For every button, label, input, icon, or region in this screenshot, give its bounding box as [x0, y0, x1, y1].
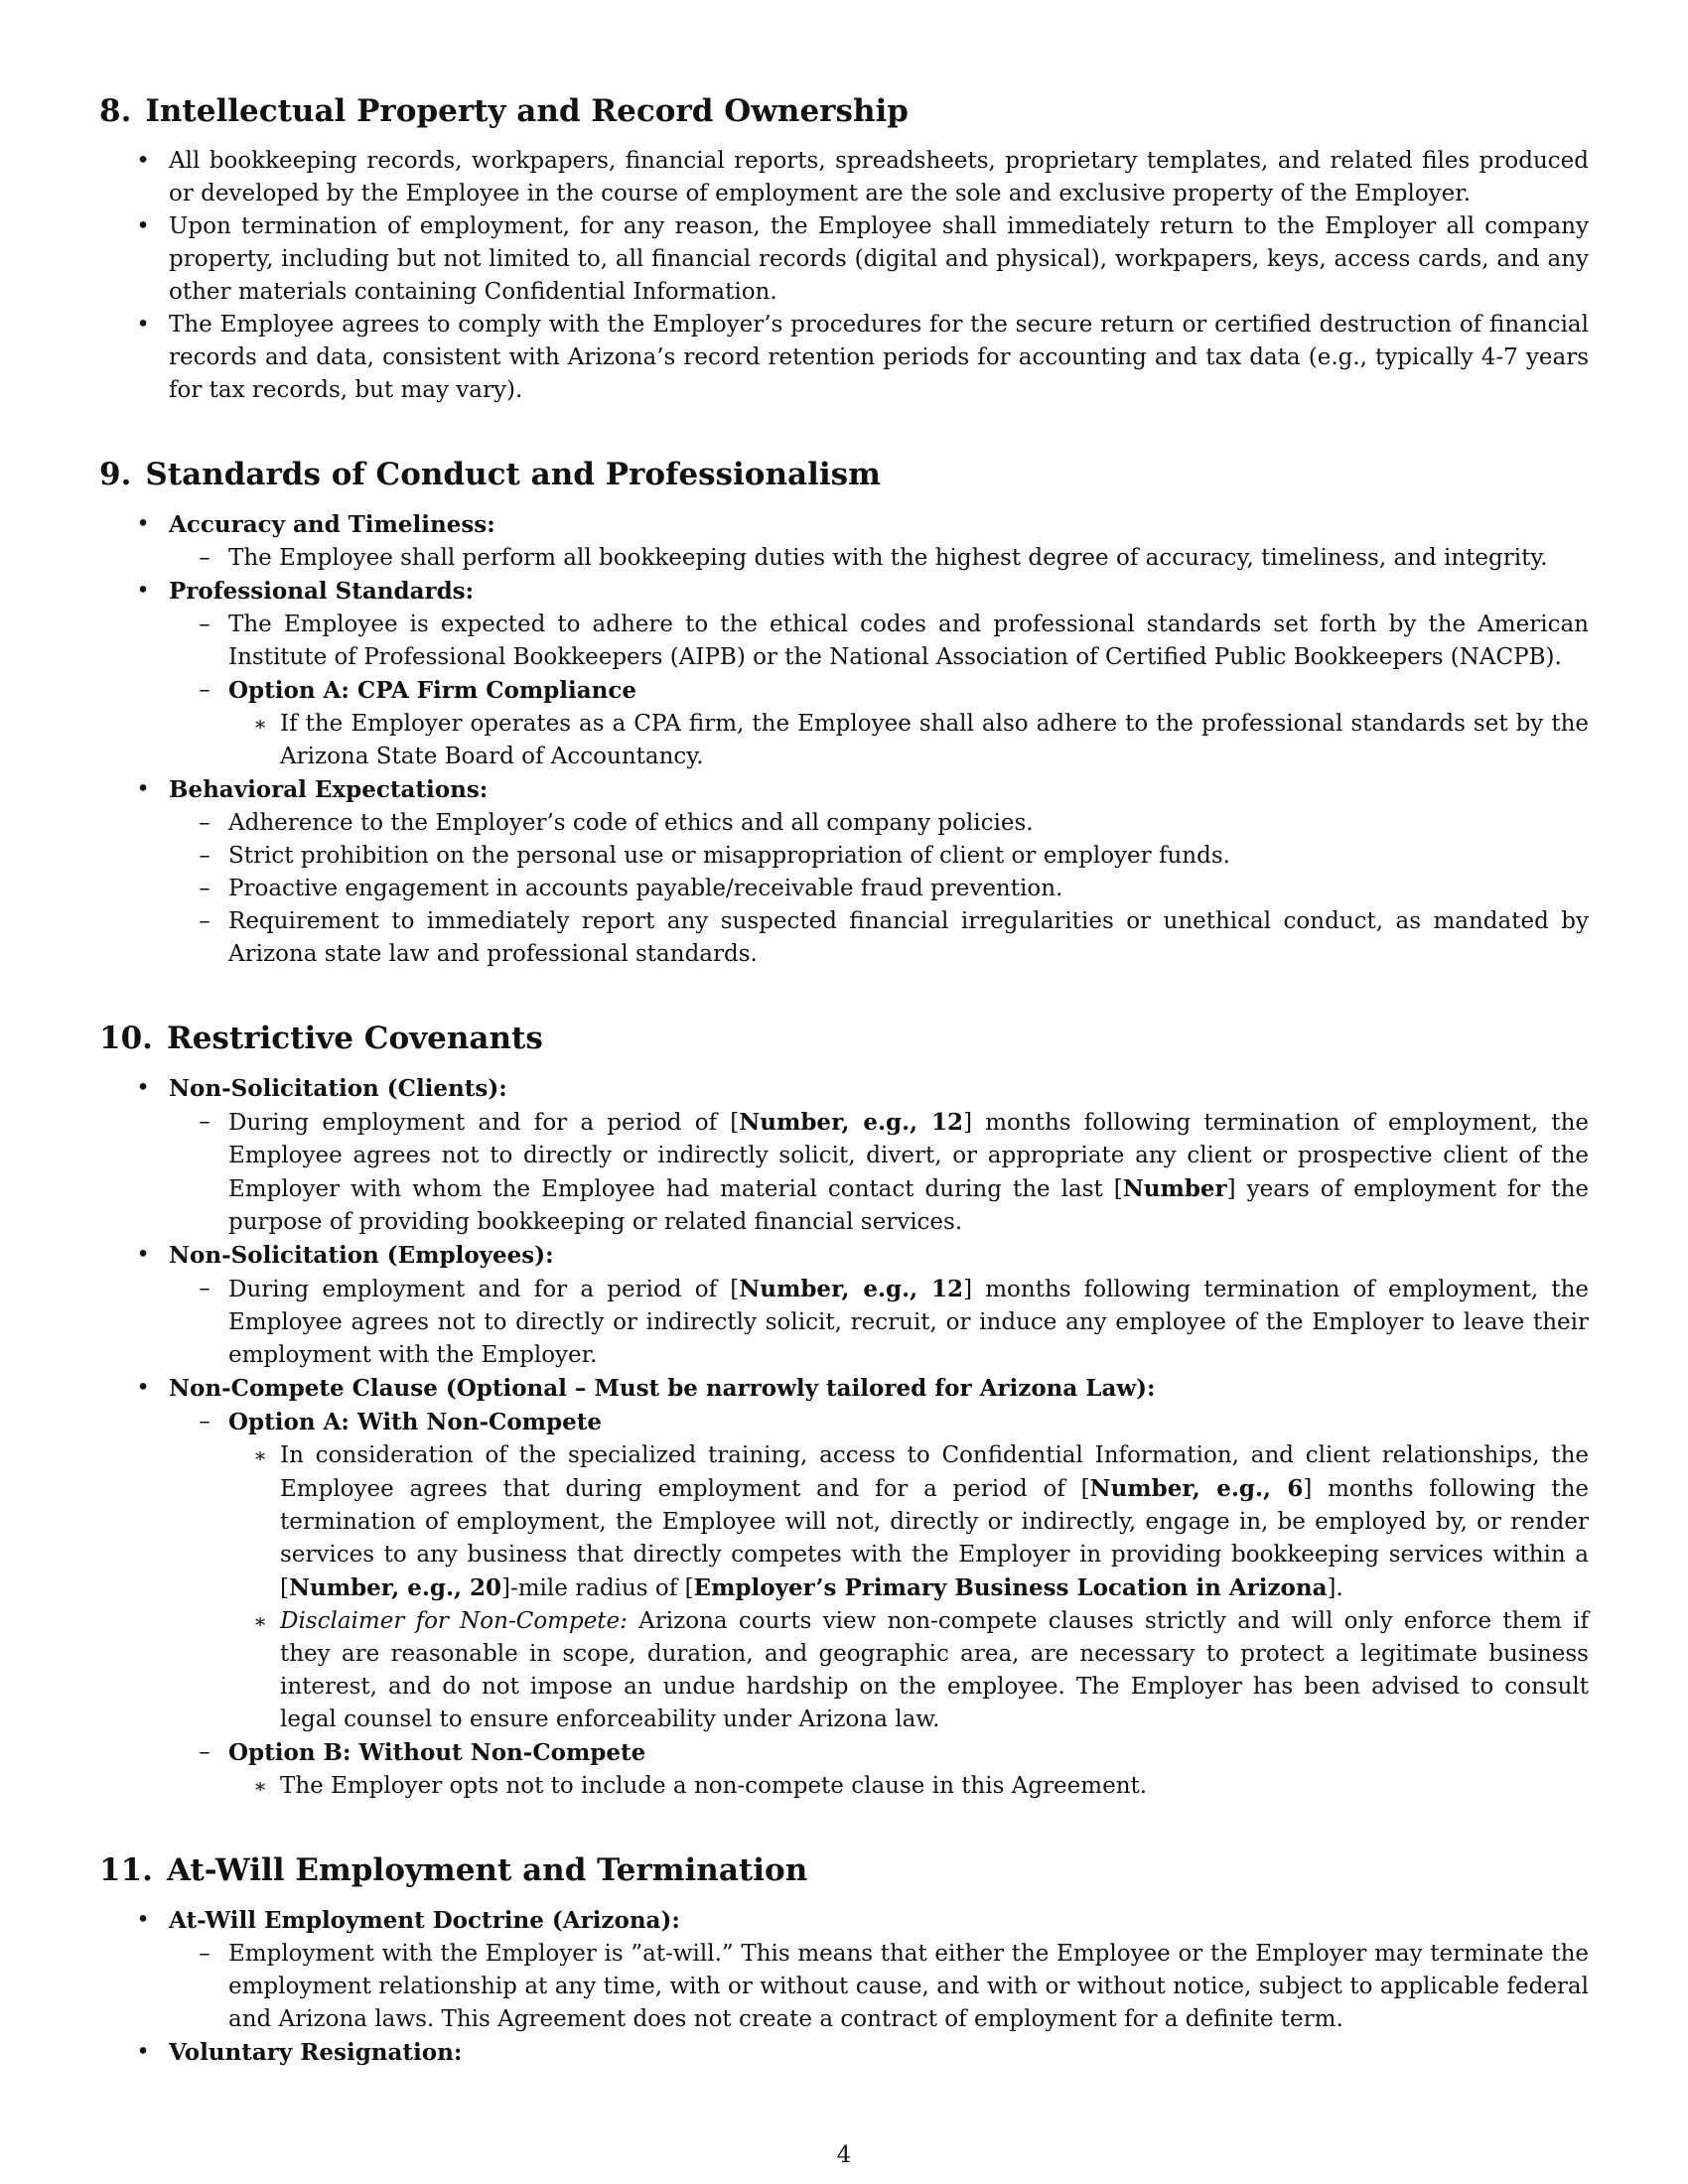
list-item: – Requirement to immediately report any suspected financial irregularities or unethical conduct, as mandated by Arizona state law and professional standards.: [169, 905, 1589, 971]
list-item: • Non-Solicitation (Clients): – During employment and for a period of [Number, e.g., 12] months following termination of employment, the Employee agrees not to directly or indirectly solicit, divert, or appropriate any client or prospective client of the Employer with whom the Employee had material contact during the last [Number] years of employment for the purpose of providing bookkeeping or related financial services.: [99, 1072, 1589, 1239]
bullet-icon: •: [136, 148, 150, 174]
list-item: – Strict prohibition on the personal use or misappropriation of client or employer funds.: [169, 840, 1589, 873]
list-item: ∗ Disclaimer for Non-Compete: Arizona courts view non-compete clauses strictly and will only enforce them if they are reasonable in scope, duration, and geographic area, are necessary to protect a legitimate business interest, and do not impose an undue hardship on the employee. The Employer has been advised to consult legal counsel to ensure enforceability under Arizona law.: [228, 1605, 1589, 1736]
bullet-icon: •: [136, 511, 150, 537]
bullet-icon: •: [136, 578, 150, 604]
dash-icon: –: [199, 1276, 211, 1301]
list-item: • Voluntary Resignation:: [99, 2036, 1589, 2070]
asterisk-icon: ∗: [253, 1443, 267, 1467]
bullet-icon: •: [136, 1075, 150, 1101]
bullet-icon: •: [136, 312, 150, 338]
section-8-list: [99, 145, 1589, 407]
list-item: – Employment with the Employer is ”at-will.” This means that either the Employee or the Employer may terminate the employment relationship at any time, with or without cause, and with or without notice, subject to applicable federal and Arizona laws. This Agreement does not create a contract of employment for a definite term.: [169, 1938, 1589, 2036]
list-item: • Behavioral Expectations: – Adherence to the Employer’s code of ethics and all company policies. – Strict prohibition on the personal use or misappropriation of client or employer funds. – Proactive engagement in accounts payable/receivable fraud prevention. – Requirement to immediately report any suspected financial irregularities or unethical conduct, as mandated by Arizona state law and professional standards.: [99, 773, 1589, 971]
list-item: • Non-Solicitation (Employees): – During employment and for a period of [Number, e.g., 12] months following termination of employment, the Employee agrees not to directly or indirectly solicit, recruit, or induce any employee of the Employer to leave their employment with the Employer.: [99, 1239, 1589, 1372]
dash-icon: –: [199, 908, 211, 934]
section-11-list: [99, 1904, 1589, 2070]
asterisk-icon: ∗: [253, 1609, 267, 1633]
dash-icon: –: [199, 1409, 211, 1434]
list-item: – Adherence to the Employer’s code of ethics and all company policies.: [169, 807, 1589, 840]
dash-icon: –: [199, 810, 211, 836]
bullet-icon: •: [136, 1907, 150, 1933]
list-item: – Option A: With Non-Compete ∗ In consideration of the specialized training, access to Confidential Information, and client relationships, the Employee agrees that during employment and for a period of [Number, e.g., 6] months following the termination of employment, the Employee will not, directly or indirectly, engage in, be employed by, or render services to any business that directly competes with the Employer in providing bookkeeping services within a [Number, e.g., 20]-mile radius of [Employer’s Primary Business Location in Arizona]. ∗ Disclaimer for Non-Compete: Arizona courts view non-compete clauses strictly and will only enforce them if they are reasonable in scope, duration, and geographic area, are necessary to protect a legitimate business interest, and do not impose an undue hardship on the employee. The Employer has been advised to consult legal counsel to ensure enforceability under Arizona law.: [169, 1406, 1589, 1736]
section-10-list: [99, 1072, 1589, 1803]
asterisk-icon: ∗: [253, 712, 267, 736]
dash-icon: –: [199, 1109, 211, 1135]
list-item: • The Employee agrees to comply with the Employer’s procedures for the secure return or certified destruction of financial records and data, consistent with Arizona’s record retention periods for accounting and tax data (e.g., typically 4-7 years for tax records, but may vary).: [99, 309, 1589, 407]
dash-icon: –: [199, 545, 211, 571]
section-9-list: [99, 508, 1589, 971]
document-page: [99, 91, 1589, 2070]
bullet-icon: •: [136, 776, 150, 802]
list-item: ∗ In consideration of the specialized training, access to Confidential Information, and client relationships, the Employee agrees that during employment and for a period of [Number, e.g., 6] months following the termination of employment, the Employee will not, directly or indirectly, engage in, be employed by, or render services to any business that directly competes with the Employer in providing bookkeeping services within a [Number, e.g., 20]-mile radius of [Employer’s Primary Business Location in Arizona].: [228, 1439, 1589, 1605]
list-item: – During employment and for a period of [Number, e.g., 12] months following termination of employment, the Employee agrees not to directly or indirectly solicit, divert, or appropriate any client or prospective client of the Employer with whom the Employee had material contact during the last [Number] years of employment for the purpose of providing bookkeeping or related financial services.: [169, 1106, 1589, 1239]
dash-icon: –: [199, 612, 211, 637]
dash-icon: –: [199, 876, 211, 901]
bullet-icon: •: [136, 2039, 150, 2065]
section-11-heading: 11. At-Will Employment and Termination: [99, 1852, 808, 1888]
list-item: ∗ If the Employer operates as a CPA firm, the Employee shall also adhere to the professional standards set by the Arizona State Board of Accountancy.: [228, 708, 1589, 773]
dash-icon: –: [199, 1739, 211, 1765]
list-item: – The Employee shall perform all bookkeeping duties with the highest degree of accuracy, timeliness, and integrity.: [169, 542, 1589, 575]
list-item: • Upon termination of employment, for any reason, the Employee shall immediately return to the Employer all company property, including but not limited to, all financial records (digital and physical), workpapers, keys, access cards, and any other materials containing Confidential Information.: [99, 210, 1589, 309]
bullet-icon: •: [136, 1242, 150, 1268]
list-item: • At-Will Employment Doctrine (Arizona): – Employment with the Employer is ”at-will.” This means that either the Employee or the Employer may terminate the employment relationship at any time, with or without cause, and with or without notice, subject to applicable federal and Arizona laws. This Agreement does not create a contract of employment for a definite term.: [99, 1904, 1589, 2036]
dash-icon: –: [199, 1941, 211, 1967]
dash-icon: –: [199, 677, 211, 703]
list-item: • Accuracy and Timeliness: – The Employee shall perform all bookkeeping duties with the highest degree of accuracy, timeliness, and integrity.: [99, 508, 1589, 575]
bullet-icon: •: [136, 213, 150, 239]
section-10-heading: 10. Restrictive Covenants: [99, 1021, 543, 1056]
list-item: • Professional Standards: – The Employee is expected to adhere to the ethical codes and professional standards set forth by the American Institute of Professional Bookkeepers (AIPB) or the National Association of Certified Public Bookkeepers (NACPB). – Option A: CPA Firm Compliance ∗ If the Employer operates as a CPA firm, the Employee shall also adhere to the professional standards set by the Arizona State Board of Accountancy.: [99, 575, 1589, 773]
list-item: – Proactive engagement in accounts payable/receivable fraud prevention.: [169, 873, 1589, 905]
section-9-heading: 9. Standards of Conduct and Professionalism: [99, 457, 881, 492]
bullet-icon: •: [136, 1375, 150, 1401]
dash-icon: –: [199, 843, 211, 869]
list-item: • All bookkeeping records, workpapers, financial reports, spreadsheets, proprietary templates, and related files produced or developed by the Employee in the course of employment are the sole and exclusive property of the Employer.: [99, 145, 1589, 210]
list-item: – During employment and for a period of [Number, e.g., 12] months following termination of employment, the Employee agrees not to directly or indirectly solicit, recruit, or induce any employee of the Employer to leave their employment with the Employer.: [169, 1273, 1589, 1372]
list-item: – Option A: CPA Firm Compliance ∗ If the Employer operates as a CPA firm, the Employee shall also adhere to the professional standards set by the Arizona State Board of Accountancy.: [169, 674, 1589, 773]
list-item: – The Employee is expected to adhere to the ethical codes and professional standards set forth by the American Institute of Professional Bookkeepers (AIPB) or the National Association of Certified Public Bookkeepers (NACPB).: [169, 609, 1589, 674]
list-item: ∗ The Employer opts not to include a non-compete clause in this Agreement.: [228, 1770, 1589, 1803]
list-item: – Option B: Without Non-Compete ∗ The Employer opts not to include a non-compete clause in this Agreement.: [169, 1736, 1589, 1803]
list-item: • Non-Compete Clause (Optional – Must be narrowly tailored for Arizona Law): – Option A: With Non-Compete ∗ In consideration of the specialized training, access to Confidential Information, and client relationships, the Employee agrees that during employment and for a period of [Number, e.g., 6] months following the termination of employment, the Employee will not, directly or indirectly, engage in, be employed by, or render services to any business that directly competes with the Employer in providing bookkeeping services within a [Number, e.g., 20]-mile radius of [Employer’s Primary Business Location in Arizona]. ∗ Disclaimer for Non-Compete: Arizona courts view non-compete clauses strictly and will only enforce them if they are reasonable in scope, duration, and geographic area, are necessary to protect a legitimate business interest, and do not impose an undue hardship on the employee. The Employer has been advised to consult legal counsel to ensure enforceability under Arizona law. – Option B: Without Non-Compete ∗ The Employer opts not to include a non-compete clause in this Agreement.: [99, 1372, 1589, 1803]
asterisk-icon: ∗: [253, 1774, 267, 1798]
section-8-heading: 8. Intellectual Property and Record Ownership: [99, 93, 909, 129]
page-number: 4: [836, 2142, 852, 2168]
